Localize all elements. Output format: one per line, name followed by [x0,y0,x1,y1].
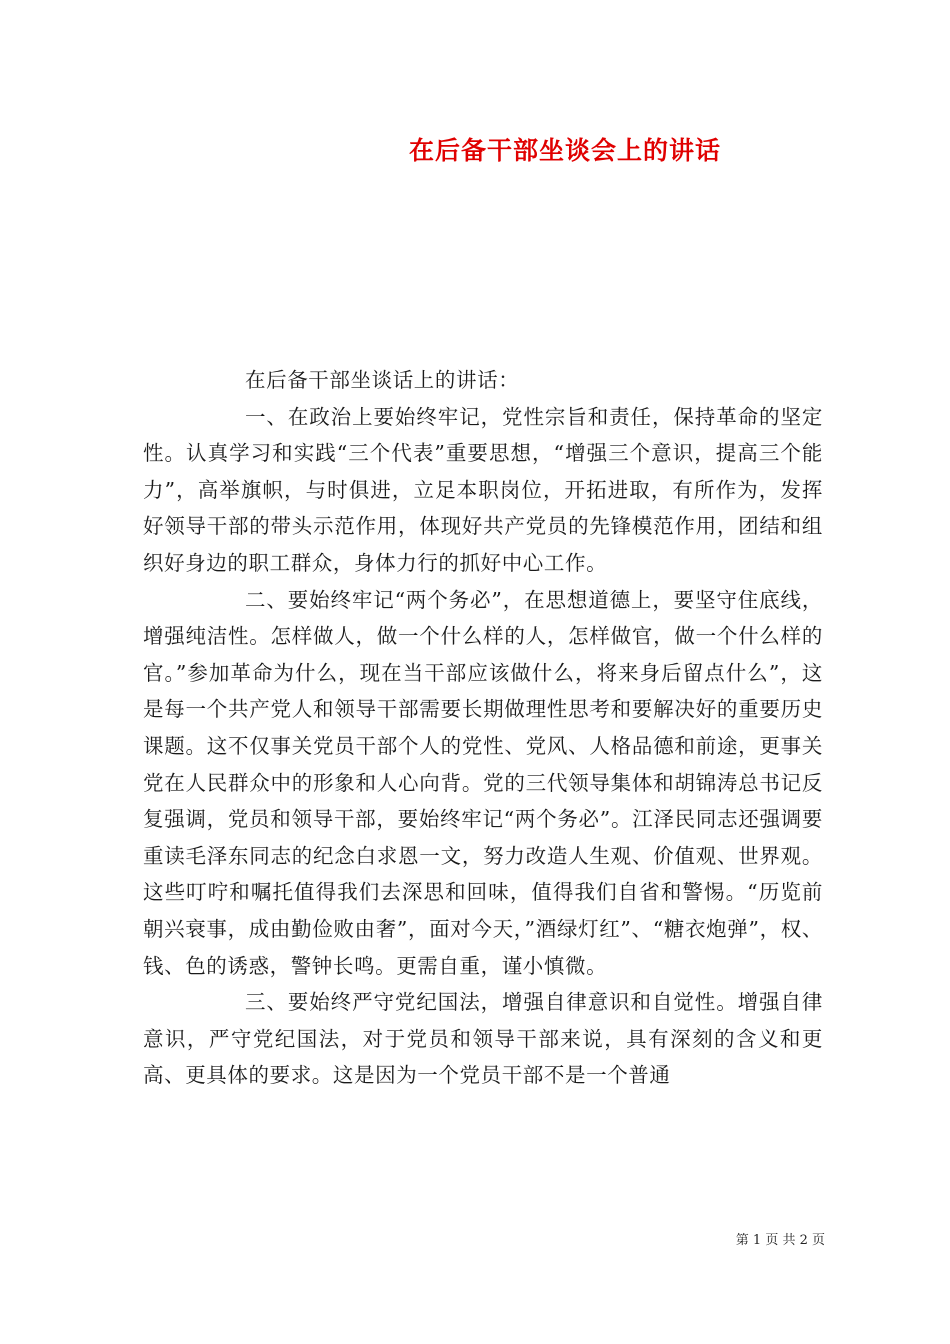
document-body [143,362,823,1094]
document-title: 在后备干部坐谈会上的讲话 [408,136,721,165]
body-paragraph-3: 三、要始终严守党纪国法，增强自律意识和自觉性。增强自律意识，严守党纪国法，对于党员和领导干部来说，具有深刻的含义和更高、更具体的要求。这是因为一个党员干部不是一个普通 [143,990,823,1088]
body-paragraph-intro: 在后备干部坐谈话上的讲话： [245,368,520,392]
body-paragraph-1: 一、在政治上要始终牢记，党性宗旨和责任，保持革命的坚定性。认真学习和实践“三个代表”重要思想，“增强三个意识，提高三个能力”，高举旗帜，与时俱进，立足本职岗位，开拓进取，有所作为，发挥好领导干部的带头示范作用，体现好共产党员的先锋模范作用，团结和组织好身边的职工群众，身体力行的抓好中心工作。 [143,404,823,575]
body-paragraph-2: 二、要始终牢记“两个务必”，在思想道德上，要坚守住底线，增强纯洁性。怎样做人，做一个什么样的人，怎样做官，做一个什么样的官。”参加革命为什么，现在当干部应该做什么，将来身后留点什么”，这是每一个共产党人和领导干部需要长期做理性思考和要解决好的重要历史课题。这不仅事关党员干部个人的党性、党风、人格品德和前途，更事关党在人民群众中的形象和人心向背。党的三代领导集体和胡锦涛总书记反复强调，党员和领导干部，要始终牢记“两个务必”。江泽民同志还强调要重读毛泽东同志的纪念白求恩一文，努力改造人生观、价值观、世界观。这些叮咛和嘱托值得我们去深思和回味，值得我们自省和警惕。“历览前朝兴衰事，成由勤俭败由奢”，面对今天，”酒绿灯红”、“糖衣炮弹”，权、钱、色的诱惑，警钟长鸣。更需自重，谨小慎微。 [143,587,823,978]
page-number: 第 1 页 共 2 页 [735,1233,825,1248]
